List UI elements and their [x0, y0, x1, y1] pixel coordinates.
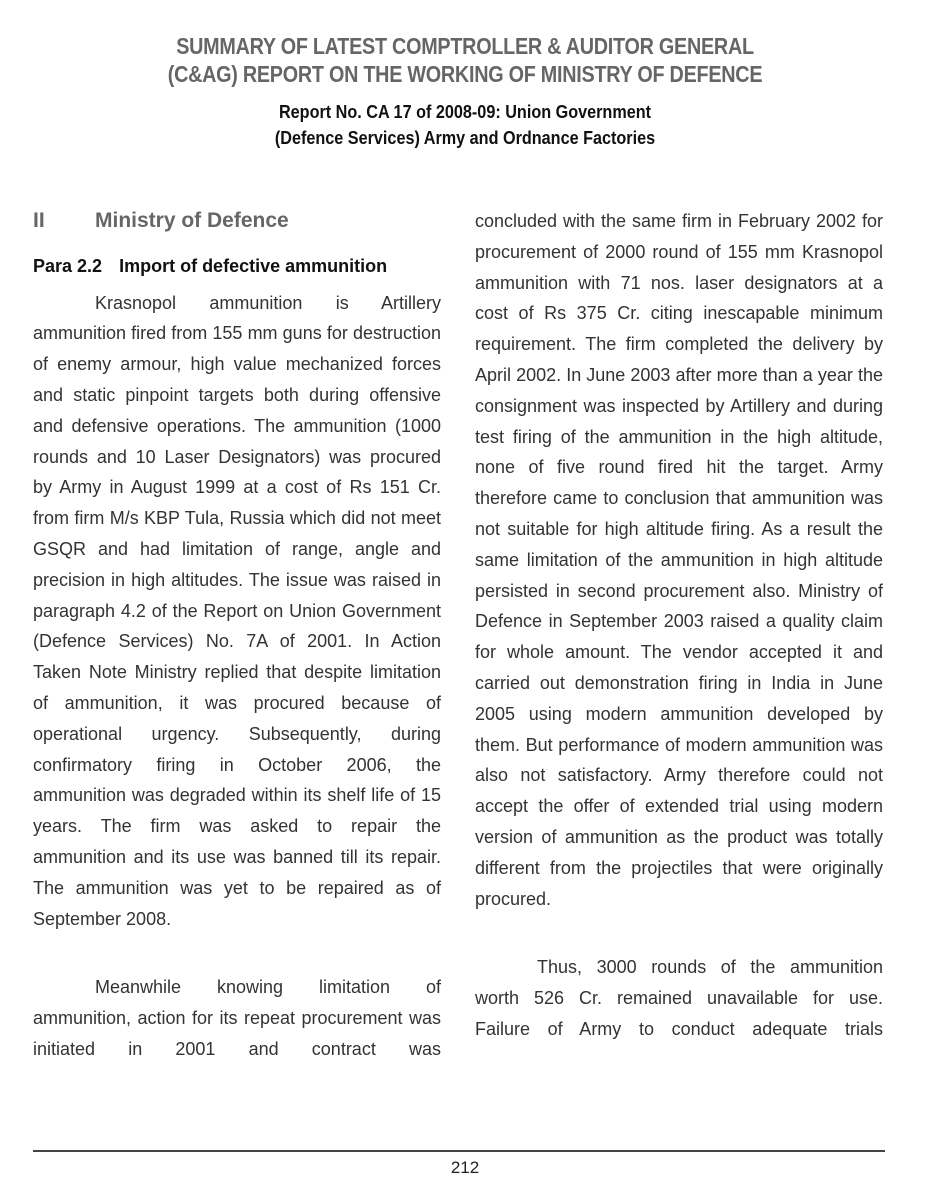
- body-paragraph: concluded with the same firm in February 2002 for procurement of 2000 round of 155 mm Krasnopol ammunition with 71 nos. laser designators at a cost of Rs 375 Cr. citing inescapable minimum requirement. The firm completed the delivery by April 2002. In June 2003 after more than a year the consignment was inspected by Artillery and during test firing of the ammunition in the high altitude, none of five round fired hit the target. Army therefore came to conclusion that ammunition was not suitable for high altitude firing. As a result the same limitation of the ammunition in high altitude persisted in second procurement also. Ministry of Defence in September 2003 raised a quality claim for whole amount. The vendor accepted it and carried out demonstration firing in India in June 2005 using modern ammunition developed by them. But performance of modern ammunition was also not satisfactory. Army therefore could not accept the offer of extended trial using modern version of ammunition as the product was totally different from the projectiles that were originally procured.: [475, 211, 883, 909]
- para-number: Para 2.2: [33, 255, 103, 276]
- body-paragraph: Krasnopol ammunition is Artillery ammunition fired from 155 mm guns for destruction of enemy armour, high value mechanized forces and static pinpoint targets both during offensive and defensive operations. The ammunition (1000 rounds and 10 Laser Designators) was procured by Army in August 1999 at a cost of Rs 151 Cr. from firm M/s KBP Tula, Russia which did not meet GSQR and had limitation of range, angle and precision in high altitudes. The issue was raised in paragraph 4.2 of the Report on Union Government (Defence Services) No. 7A of 2001. In Action Taken Note Ministry replied that despite limitation of ammunition, it was procured because of operational urgency. Subsequently, during confirmatory firing in October 2006, the ammunition was degraded within its shelf life of 15 years. The firm was asked to repair the ammunition and its use was banned till its repair. The ammunition was yet to be repaired as of September 2008.: [33, 292, 441, 929]
- report-subtitle-line-1: Report No. CA 17 of 2008-09: Union Government: [278, 102, 652, 122]
- para-heading: [33, 251, 441, 282]
- right-column: [475, 206, 883, 1045]
- section-title: Ministry of Defence: [95, 209, 289, 232]
- document-title-line-1: SUMMARY OF LATEST COMPTROLLER & AUDITOR GENERAL: [176, 33, 754, 59]
- page-number: 212: [450, 1158, 480, 1177]
- report-subtitle-line-2: (Defence Services) Army and Ordnance Factories: [274, 128, 656, 148]
- section-number: II: [33, 209, 45, 232]
- section-heading: [33, 206, 441, 237]
- para-title: Import of defective ammunition: [119, 255, 388, 276]
- document-title-line-2: (C&AG) REPORT ON THE WORKING OF MINISTRY OF DEFENCE: [167, 61, 763, 87]
- footer-divider: [33, 1150, 885, 1152]
- body-paragraph: Meanwhile knowing limitation of ammunition, action for its repeat procurement was initiated in 2001 and contract was: [33, 977, 441, 1059]
- body-paragraph: Thus, 3000 rounds of the ammunition worth 526 Cr. remained unavailable for use. Failure of Army to conduct adequate trials: [475, 957, 883, 1039]
- left-column: [33, 206, 441, 1065]
